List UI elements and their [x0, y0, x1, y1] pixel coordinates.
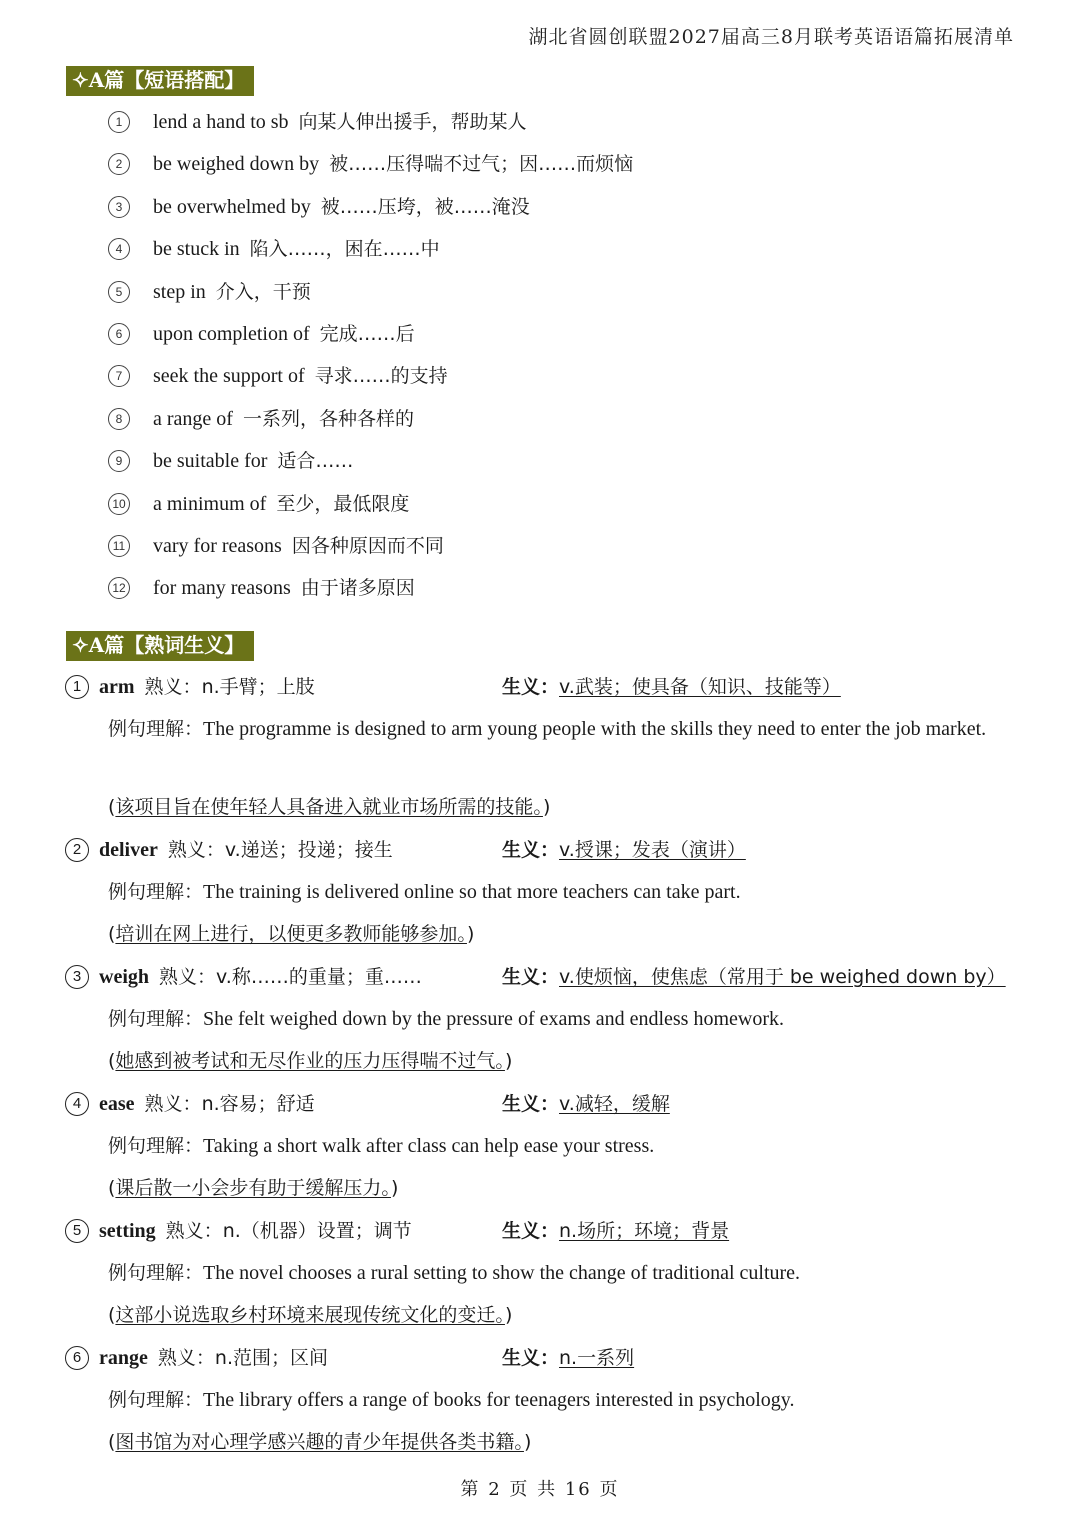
word: range: [99, 1347, 148, 1369]
example-sentence: The training is delivered online so that more teachers can take part.: [203, 881, 741, 903]
example-sentence: The programme is designed to arm young people with the skills they need to enter the job market.: [203, 718, 987, 740]
example-line: [108, 879, 741, 905]
phrase-english: be stuck in: [153, 238, 240, 261]
phrase-english: be overwhelmed by: [153, 195, 311, 218]
familiar-label: 熟义：: [144, 1093, 202, 1115]
word: deliver: [99, 839, 158, 861]
familiar-label: 熟义：: [144, 676, 202, 698]
familiar-label: 熟义：: [165, 1220, 223, 1242]
phrase-english: be weighed down by: [153, 153, 320, 176]
word-entry-line: [65, 1345, 328, 1371]
new-meaning: v.武装；使具备（知识、技能等）: [559, 676, 841, 698]
phrase-number: 3: [108, 196, 130, 218]
phrase-number: 9: [108, 450, 130, 472]
translation-line: (课后散一小会步有助于缓解压力。): [108, 1177, 399, 1199]
phrase-chinese: 陷入……，困在……中: [249, 238, 440, 261]
new-meaning: v.使烦恼，使焦虑（常用于 be weighed down by）: [559, 966, 1006, 988]
phrase-chinese: 因各种原因而不同: [291, 535, 444, 557]
phrase-item: [108, 236, 440, 262]
word-number: 1: [65, 675, 89, 699]
new-label: 生义：: [502, 1220, 560, 1242]
word-number: 6: [65, 1346, 89, 1370]
phrase-item: [108, 491, 409, 517]
new-meaning: v.授课；发表（演讲）: [559, 839, 746, 861]
example-label: 例句理解：: [108, 1135, 204, 1157]
phrase-item: [108, 279, 311, 305]
phrase-chinese: 一系列，各种各样的: [242, 407, 414, 430]
translation: 她感到被考试和无尽作业的压力压得喘不过气。: [115, 1050, 505, 1072]
phrase-number: 7: [108, 365, 130, 387]
example-line: [108, 1006, 784, 1032]
phrase-english: step in: [153, 280, 206, 303]
phrase-item: [108, 363, 448, 389]
new-label: 生义：: [502, 676, 560, 698]
word: ease: [99, 1093, 135, 1115]
phrase-number: 12: [108, 577, 130, 599]
phrase-number: 8: [108, 408, 130, 430]
example-sentence: Taking a short walk after class can help ease your stress.: [203, 1135, 655, 1157]
word-number: 4: [65, 1092, 89, 1116]
familiar-label: 熟义：: [157, 1347, 215, 1369]
phrase-item: [108, 448, 353, 474]
phrase-item: [108, 194, 530, 220]
new-meaning-line: [502, 1345, 634, 1371]
translation-line: (该项目旨在使年轻人具备进入就业市场所需的技能。): [108, 796, 551, 818]
familiar-meaning: v.递送；投递；接生: [224, 839, 393, 861]
phrase-item: [108, 151, 633, 177]
example-sentence: She felt weighed down by the pressure of exams and endless homework.: [203, 1008, 784, 1030]
new-meaning-line: [502, 837, 746, 863]
section-title-word-meanings: ✧A篇【熟词生义】: [66, 631, 254, 661]
phrase-chinese: 完成……后: [319, 323, 415, 345]
translation: 图书馆为对心理学感兴趣的青少年提供各类书籍。: [115, 1431, 524, 1453]
word-entry-line: [65, 837, 393, 863]
translation-line: (培训在网上进行，以便更多教师能够参加。): [108, 923, 475, 945]
phrase-english: for many reasons: [153, 577, 291, 600]
phrase-number: 5: [108, 281, 130, 303]
translation-line: (她感到被考试和无尽作业的压力压得喘不过气。): [108, 1050, 513, 1072]
word: arm: [99, 676, 135, 698]
translation: 这部小说选取乡村环境来展现传统文化的变迁。: [115, 1304, 505, 1326]
word: setting: [99, 1220, 156, 1242]
example-label: 例句理解：: [108, 881, 204, 903]
word-number: 5: [65, 1219, 89, 1243]
new-label: 生义：: [502, 839, 560, 861]
phrase-item: [108, 575, 415, 601]
phrase-english: lend a hand to sb: [153, 111, 289, 133]
phrase-number: 11: [108, 535, 130, 557]
familiar-meaning: n.范围；区间: [214, 1347, 328, 1369]
new-meaning-line: [502, 1218, 729, 1244]
document-header: 湖北省圆创联盟2027届高三8月联考英语语篇拓展清单: [528, 26, 1014, 48]
translation-line: (这部小说选取乡村环境来展现传统文化的变迁。): [108, 1304, 513, 1326]
translation: 该项目旨在使年轻人具备进入就业市场所需的技能。: [115, 796, 543, 818]
familiar-meaning: v.称……的重量；重……: [216, 966, 422, 988]
phrase-number: 2: [108, 153, 130, 175]
phrase-item: [108, 321, 415, 347]
example-label: 例句理解：: [108, 1389, 204, 1411]
translation: 培训在网上进行，以便更多教师能够参加。: [115, 923, 467, 945]
section-title-phrases: ✧A篇【短语搭配】: [66, 66, 254, 96]
familiar-label: 熟义：: [159, 966, 217, 988]
phrase-chinese: 介入，干预: [215, 280, 311, 303]
phrase-chinese: 向某人伸出援手，帮助某人: [298, 111, 527, 133]
new-meaning: v.减轻，缓解: [559, 1093, 670, 1115]
phrase-number: 1: [108, 111, 130, 133]
word-entry-line: [65, 964, 422, 990]
phrase-english: seek the support of: [153, 365, 305, 388]
new-label: 生义：: [502, 1093, 560, 1115]
phrase-item: [108, 533, 444, 559]
phrase-english: a range of: [153, 407, 233, 430]
familiar-meaning: n.手臂；上肢: [201, 676, 315, 698]
phrase-item: [108, 406, 414, 432]
example-sentence-block: [108, 708, 1018, 750]
word-entry-line: [65, 1091, 315, 1117]
example-label: 例句理解：: [108, 1262, 204, 1284]
phrase-chinese: 被……压得喘不过气；因……而烦恼: [329, 153, 634, 176]
phrase-english: vary for reasons: [153, 535, 282, 557]
page-footer: 第 2 页 共 16 页: [460, 1479, 620, 1500]
translation: 课后散一小会步有助于缓解压力。: [115, 1177, 391, 1199]
translation-line: (图书馆为对心理学感兴趣的青少年提供各类书籍。): [108, 1431, 532, 1453]
new-meaning-line: [502, 964, 1006, 990]
familiar-label: 熟义：: [167, 839, 225, 861]
example-line: [108, 1133, 654, 1159]
phrase-english: a minimum of: [153, 492, 267, 515]
new-meaning-line: [502, 1091, 670, 1117]
new-meaning: n.场所；环境；背景: [559, 1220, 730, 1242]
phrase-number: 4: [108, 238, 130, 260]
phrase-chinese: 至少，最低限度: [276, 492, 410, 515]
example-sentence: The library offers a range of books for teenagers interested in psychology.: [203, 1389, 795, 1411]
example-label: 例句理解：: [108, 718, 204, 740]
phrase-chinese: 由于诸多原因: [300, 577, 415, 600]
word-number: 3: [65, 965, 89, 989]
word: weigh: [99, 966, 149, 988]
word-number: 2: [65, 838, 89, 862]
example-sentence: The novel chooses a rural setting to show the change of traditional culture.: [203, 1262, 801, 1284]
new-label: 生义：: [502, 966, 560, 988]
phrase-english: be suitable for: [153, 450, 268, 473]
example-line: [108, 1387, 794, 1413]
word-entry-line: [65, 674, 315, 700]
phrase-chinese: 寻求……的支持: [314, 365, 448, 388]
familiar-meaning: n.容易；舒适: [201, 1093, 315, 1115]
word-entry-line: [65, 1218, 412, 1244]
example-line: [108, 1260, 800, 1286]
phrase-number: 6: [108, 323, 130, 345]
phrase-chinese: 适合……: [277, 450, 354, 473]
new-meaning: n.一系列: [559, 1347, 635, 1369]
new-meaning-line: [502, 674, 841, 700]
phrase-item: [108, 109, 527, 135]
phrase-number: 10: [108, 493, 130, 515]
new-label: 生义：: [502, 1347, 560, 1369]
phrase-english: upon completion of: [153, 323, 310, 345]
example-label: 例句理解：: [108, 1008, 204, 1030]
phrase-chinese: 被……压垮，被……淹没: [320, 195, 530, 218]
familiar-meaning: n.（机器）设置；调节: [222, 1220, 412, 1242]
